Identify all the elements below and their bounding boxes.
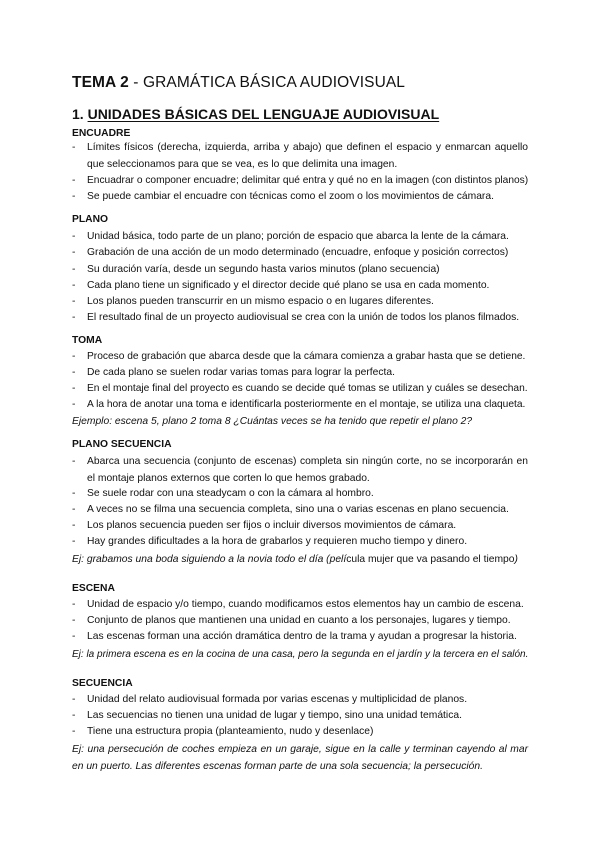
list-item: [72, 365, 528, 382]
list-item: [72, 724, 528, 741]
list-item-text: Unidad básica, todo parte de un plano; porción de espacio que abarca la lente de la cámara.: [87, 231, 509, 242]
heading-toma: TOMA: [72, 335, 103, 346]
list-item: [72, 173, 528, 190]
list-item: [72, 454, 528, 487]
bullet-marker: -: [72, 296, 76, 307]
list-item-text: Las escenas forman una acción dramática dentro de la trama y ayudan a progresar la historia.: [87, 631, 517, 642]
section-heading: [72, 106, 439, 122]
heading-plano: PLANO: [72, 214, 109, 225]
bullet-marker: -: [72, 504, 76, 515]
list-item: [72, 245, 528, 262]
list-item: [72, 534, 528, 551]
list-item-text: Se puede cambiar el encuadre con técnicas como el zoom o los movimientos de cámara.: [87, 191, 494, 202]
bullet-marker: -: [72, 456, 76, 467]
list-item-text: Unidad del relato audiovisual formada por varias escenas y multiplicidad de planos.: [87, 694, 468, 705]
list-item: [72, 140, 528, 173]
list-item: [72, 278, 528, 295]
bullet-marker: -: [72, 631, 76, 642]
heading-secuencia: SECUENCIA: [72, 678, 133, 689]
list-item: [72, 381, 528, 398]
example-closing: ): [514, 554, 518, 565]
document-title: [72, 74, 405, 92]
list-item-text: En el montaje final del proyecto es cuando se decide qué tomas se utilizan y cuáles se desechan.: [87, 383, 528, 394]
list-item-text: Las secuencias no tienen una unidad de lugar y tiempo, sino una unidad temática.: [87, 710, 462, 721]
example-plano-secuencia: [72, 551, 528, 568]
bullet-marker: -: [72, 399, 76, 410]
list-item-text: Grabación de una acción de un modo determinado (encuadre, enfoque y posición correctos): [87, 247, 509, 258]
bullet-marker: -: [72, 175, 76, 186]
list-item: [72, 518, 528, 535]
bullet-marker: -: [72, 694, 76, 705]
list-item: [72, 397, 528, 414]
bullet-marker: -: [72, 615, 76, 626]
example-secuencia: Ej: una persecución de coches empieza en un garaje, sigue en la calle y terminan cayendo al mar en un puerto. Las diferentes escenas forman parte de una sola secuencia; la persecución.: [72, 744, 528, 772]
section-label: UNIDADES BÁSICAS DEL LENGUAJE AUDIOVISUAL: [87, 106, 440, 122]
list-item: [72, 486, 528, 503]
list-item: [72, 294, 528, 311]
list-item-text: Su duración varía, desde un segundo hasta varios minutos (plano secuencia): [87, 264, 440, 275]
bullet-marker: -: [72, 710, 76, 721]
list-item-text: Proceso de grabación que abarca desde que la cámara comienza a grabar hasta que se detiene.: [87, 351, 526, 362]
list-item: [72, 613, 528, 630]
heading-escena: ESCENA: [72, 583, 115, 594]
list-item-text: El resultado final de un proyecto audiovisual se crea con la unión de todos los planos filmados.: [87, 312, 520, 323]
list-item-text: Abarca una secuencia (conjunto de escenas) completa sin ningún corte, no se incorporarán en el montaje planos externos que corten lo que hemos grabado.: [87, 456, 528, 484]
example-upright-part: cula mujer que va pasando el tiempo: [346, 554, 515, 565]
example-escena: Ej: la primera escena es en la cocina de una casa, pero la segunda en el jardín y la tercera en el salón.: [72, 649, 529, 660]
list-item: [72, 189, 528, 206]
list-item-text: Hay grandes dificultades a la hora de grabarlos y requieren mucho tiempo y dinero.: [87, 536, 468, 547]
bullet-marker: -: [72, 536, 76, 547]
bullet-marker: -: [72, 383, 76, 394]
heading-encuadre: ENCUADRE: [72, 128, 131, 139]
list-item-text: Se suele rodar con una steadycam o con la cámara al hombro.: [87, 488, 374, 499]
bullet-marker: -: [72, 264, 76, 275]
bullet-marker: -: [72, 231, 76, 242]
list-item-text: Cada plano tiene un significado y el director decide qué plano se usa en cada momento.: [87, 280, 490, 291]
bullet-marker: -: [72, 247, 76, 258]
list-item: [72, 629, 528, 646]
example-toma: Ejemplo: escena 5, plano 2 toma 8 ¿Cuántas veces se ha tenido que repetir el plano 2?: [72, 416, 473, 427]
list-item: [72, 310, 528, 327]
list-item: [72, 502, 528, 519]
list-item-text: De cada plano se suelen rodar varias tomas para lograr la perfecta.: [87, 367, 395, 378]
title-topic: TEMA 2: [72, 74, 129, 91]
list-item: [72, 262, 528, 279]
bullet-marker: -: [72, 280, 76, 291]
list-item-text: Unidad de espacio y/o tiempo, cuando modificamos estos elementos hay un cambio de escena.: [87, 599, 524, 610]
list-item-text: Encuadrar o componer encuadre; delimitar qué entra y qué no en la imagen (con distintos planos): [87, 175, 529, 186]
list-item-text: A veces no se filma una secuencia completa, sino una o varias escenas en plano secuencia.: [87, 504, 509, 515]
list-item-text: Los planos pueden transcurrir en un mismo espacio o en lugares diferentes.: [87, 296, 434, 307]
list-item-text: Conjunto de planos que mantienen una unidad en cuanto a los personajes, lugares y tiempo.: [87, 615, 511, 626]
bullet-marker: -: [72, 599, 76, 610]
list-item-text: A la hora de anotar una toma e identificarla posteriormente en el montaje, se utiliza una claqueta.: [87, 399, 526, 410]
list-item: [72, 229, 528, 246]
heading-plano-secuencia: PLANO SECUENCIA: [72, 439, 172, 450]
list-item-text: Límites físicos (derecha, izquierda, arriba y abajo) que definen el espacio y enmarcan aquello que seleccionamos para que se vea, es lo que delimita una imagen.: [87, 142, 528, 170]
list-item-text: Tiene una estructura propia (planteamiento, nudo y desenlace): [87, 726, 374, 737]
bullet-marker: -: [72, 367, 76, 378]
bullet-marker: -: [72, 191, 76, 202]
title-subject: - GRAMÁTICA BÁSICA AUDIOVISUAL: [128, 74, 406, 91]
section-number: 1.: [72, 106, 88, 122]
list-item: [72, 349, 528, 366]
list-item: [72, 692, 528, 709]
bullet-marker: -: [72, 726, 76, 737]
list-item: [72, 597, 528, 614]
bullet-marker: -: [72, 142, 76, 153]
bullet-marker: -: [72, 312, 76, 323]
bullet-marker: -: [72, 488, 76, 499]
list-item: [72, 708, 528, 725]
list-item-text: Los planos secuencia pueden ser fijos o incluir diversos movimientos de cámara.: [87, 520, 457, 531]
example-italic-part: Ej: grabamos una boda siguiendo a la novia todo el día (pelí: [72, 554, 347, 565]
bullet-marker: -: [72, 351, 76, 362]
bullet-marker: -: [72, 520, 76, 531]
